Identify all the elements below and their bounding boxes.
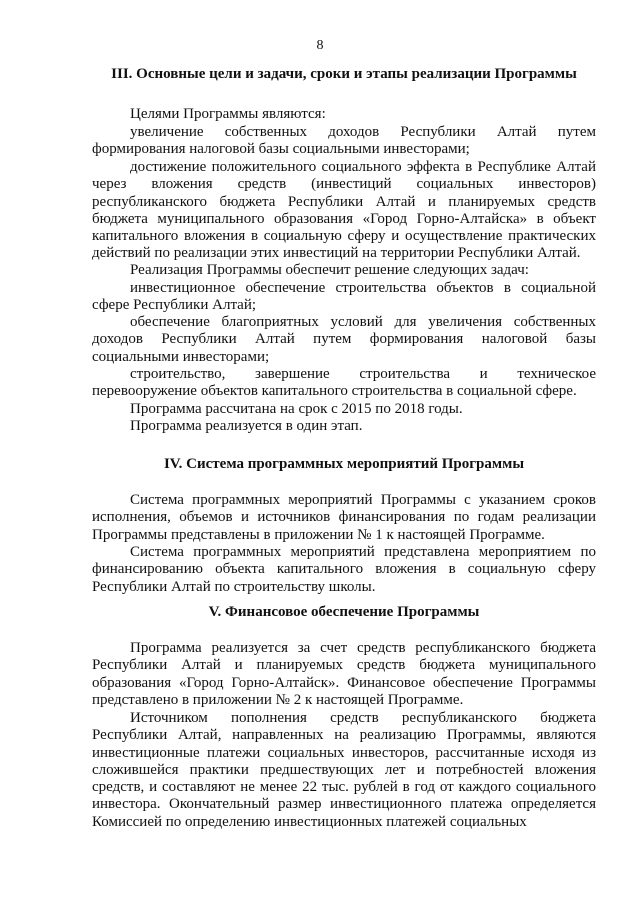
paragraph: инвестиционное обеспечение строительства объектов в социальной сфере Республики Алтай; bbox=[92, 280, 596, 314]
section-3-heading: III. Основные цели и задачи, сроки и этапы реализации Программы bbox=[111, 66, 577, 82]
paragraph: увеличение собственных доходов Республики Алтай путем формирования налоговой базы социальными инвесторами; bbox=[92, 124, 596, 158]
paragraph: Источником пополнения средств республиканского бюджета Республики Алтай, направленных на реализацию Программы, являются инвестиционные платежи социальных инвесторов, рассчитанные исходя из сложившейся практики предшествующих лет и потребностей вложения средств, и составляют не менее 22 тыс. рублей в год от каждого социального инвестора. Окончательный размер инвестиционного платежа определяется Комиссией по определению инвестиционных платежей социальных bbox=[92, 710, 596, 830]
section-5-heading: V. Финансовое обеспечение Программы bbox=[208, 604, 480, 620]
paragraph: Программа реализуется в один этап. bbox=[130, 418, 363, 434]
paragraph: строительство, завершение строительства и техническое перевооружение объектов капитального строительства в социальной сфере. bbox=[92, 366, 596, 400]
paragraph: Целями Программы являются: bbox=[130, 106, 326, 122]
paragraph: обеспечение благоприятных условий для увеличения собственных доходов Республики Алтай путем формирования налоговой базы социальными инвесторами; bbox=[92, 314, 596, 365]
paragraph: Система программных мероприятий представлена мероприятием по финансированию объекта капитального вложения в социальную сферу Республики Алтай по строительству школы. bbox=[92, 544, 596, 595]
paragraph: Реализация Программы обеспечит решение следующих задач: bbox=[130, 262, 529, 278]
paragraph: Программа реализуется за счет средств республиканского бюджета Республики Алтай и планируемых средств бюджета муниципального образования «Город Горно-Алтайск». Финансовое обеспечение Программы представлено в приложении № 2 к настоящей Программе. bbox=[92, 640, 596, 708]
paragraph: Программа рассчитана на срок с 2015 по 2018 годы. bbox=[130, 401, 463, 417]
page-number: 8 bbox=[316, 38, 324, 53]
section-4-heading: IV. Система программных мероприятий Программы bbox=[163, 456, 525, 472]
paragraph: Система программных мероприятий Программы с указанием сроков исполнения, объемов и источников финансирования по годам реализации Программы представлены в приложении № 1 к настоящей Программе. bbox=[92, 492, 596, 543]
paragraph: достижение положительного социального эффекта в Республике Алтай через вложения средств (инвестиций социальных инвесторов) республиканского бюджета Республики Алтай и планируемых средств бюджета муниципального образования «Город Горно-Алтайска» в объект капитального вложения в социальную сферу и осуществление практических действий по реализации этих инвестиций на территории Республики Алтай. bbox=[92, 159, 596, 262]
